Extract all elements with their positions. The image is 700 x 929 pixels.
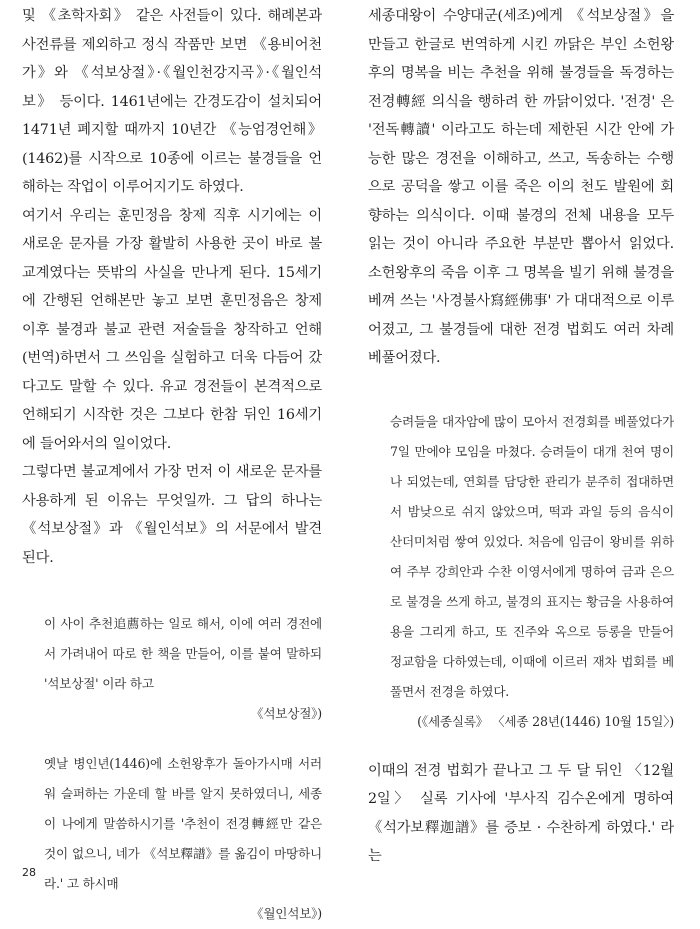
left-column xyxy=(22,2,322,929)
quote-text: 옛날 병인년(1446)에 소헌왕후가 돌아가시매 서러워 슬퍼하는 가운데 할 바를 알지 못하였더니, 세종이 나에게 말씀하시기를 '추천이 전경轉經만 같은 것이 없으니, 네가 《석보釋譜》를 옮김이 마땅하니라.' 고 하시매 xyxy=(44,756,322,891)
right-body xyxy=(368,2,674,373)
page-number: 28 xyxy=(22,866,36,879)
left-body xyxy=(22,2,322,572)
paragraph: 이때의 전경 법회가 끝나고 그 두 달 뒤인 〈12월 2일〉 실록 기사에 '부사직 김수온에게 명하여 《석가보釋迦譜》를 증보 · 수찬하게 하였다.' 라는 xyxy=(368,762,674,864)
quote-citation: 《석보상절》) xyxy=(250,706,322,721)
quote-text: 이 사이 추천追薦하는 일로 해서, 이에 여러 경전에서 가려내어 따로 한 책을 만들어, 이를 붙여 말하되 '석보상절' 이라 하고 xyxy=(44,616,322,691)
quote-block xyxy=(44,749,322,929)
quote-citation: 《월인석보》) xyxy=(250,906,322,921)
right-body-continued xyxy=(368,757,674,871)
paragraph: 여기서 우리는 훈민정음 창제 직후 시기에는 이 새로운 문자를 가장 활발히 사용한 곳이 바로 불교계였다는 뜻밖의 사실을 만나게 된다. 15세기에 간행된 언해본만 놓고 보면 훈민정음은 창제 이후 불경과 불교 관련 저술들을 창작하고 언해(번역)하면서 그 쓰임을 실험하고 더욱 다듬어 갔다고도 말할 수 있다. 유교 경전들이 본격적으로 언해되기 시작한 것은 그보다 한참 뒤인 16세기에 들어와서의 일이었다. xyxy=(22,207,322,452)
paragraph: 및 《초학자회》 같은 사전들이 있다. 해례본과 사전류를 제외하고 정식 작품만 보면 《용비어천가》와 《석보상절》·《월인천강지곡》·《월인석보》 등이다. 1461년에는 간경도감이 설치되어 1471년 폐지할 때까지 10년간 《능엄경언해》(1462)를 시작으로 10종에 이르는 불경들을 언해하는 작업이 이루어지기도 하였다. xyxy=(22,8,322,195)
quote-block xyxy=(390,407,674,737)
quote-citation: (《세종실록》 〈세종 28년(1446) 10월 15일〉) xyxy=(417,713,674,729)
paragraph: 그렇다면 불교계에서 가장 먼저 이 새로운 문자를 사용하게 된 이유는 무엇일까. 그 답의 하나는 《석보상절》과 《월인석보》의 서문에서 발견된다. xyxy=(22,464,322,566)
right-column xyxy=(368,2,674,871)
quote-block xyxy=(44,609,322,729)
quote-text: 승려들을 대자암에 많이 모아서 전경회를 베풀었다가 7일 만에야 모임을 마쳤다. 승려들이 대개 천여 명이나 되었는데, 연회를 담당한 관리가 분주히 접대하면서 밤낮으로 쉬지 않았으며, 떡과 과일 등의 음식이 산더미처럼 쌓여 있었다. 처음에 임금이 왕비를 위하여 주부 강희안과 수찬 이영서에게 명하여 금과 은으로 불경을 쓰게 하고, 불경의 표지는 황금을 사용하여 용을 그리게 하고, 또 진주와 옥으로 등롱을 만들어 정교함을 다하였는데, 이때에 이르러 재차 법회를 베풀면서 전경을 하였다. xyxy=(390,413,674,699)
paragraph: 세종대왕이 수양대군(세조)에게 《석보상절》을 만들고 한글로 번역하게 시킨 까닭은 부인 소헌왕후의 명복을 비는 추천을 위해 불경들을 독경하는 전경轉經 의식을 행하려 한 까닭이었다. '전경' 은 '전독轉讀' 이라고도 하는데 제한된 시간 안에 가능한 많은 경전을 이해하고, 쓰고, 독송하는 수행으로 공덕을 쌓고 이를 죽은 이의 천도 발원에 회향하는 의식이다. 이때 불경의 전체 내용을 모두 읽는 것이 아니라 주요한 부분만 뽑아서 읽었다. 소헌왕후의 죽음 이후 그 명복을 빌기 위해 불경을 베껴 쓰는 '사경불사寫經佛事' 가 대대적으로 이루어졌고, 그 불경들에 대한 전경 법회도 여러 차례 베풀어졌다. xyxy=(368,8,674,366)
